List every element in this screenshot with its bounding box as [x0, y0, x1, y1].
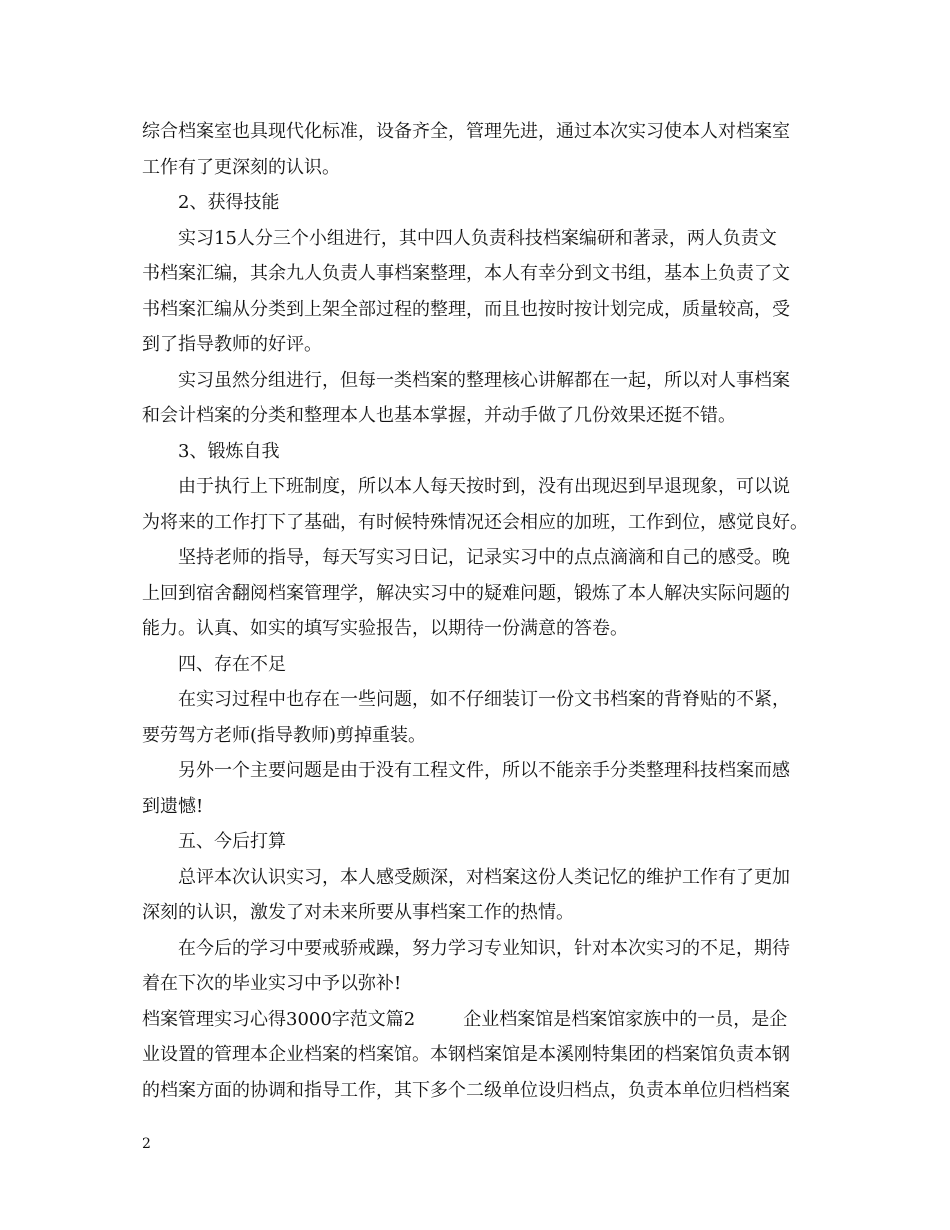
text-line: 深刻的认识，激发了对未来所要从事档案工作的热情。	[142, 902, 574, 923]
page-number: 2	[142, 1136, 151, 1152]
text-line: 实习虽然分组进行，但每一类档案的整理核心讲解都在一起，所以对人事档案	[178, 369, 790, 391]
text-line: 上回到宿舍翻阅档案管理学，解决实习中的疑难问题，锻炼了本人解决实际问题的	[142, 582, 790, 604]
text-line: 业设置的管理本企业档案的档案馆。本钢档案馆是本溪刚特集团的档案馆负责本钢	[142, 1044, 790, 1065]
section-heading: 2、获得技能	[178, 192, 280, 213]
text-line: 由于执行上下班制度，所以本人每天按时到，没有出现迟到早退现象，可以说	[178, 476, 790, 497]
text-line: 书档案汇编，其余九人负责人事档案整理，本人有幸分到文书组，基本上负责了文	[142, 263, 790, 284]
text-line: 的档案方面的协调和指导工作，其下多个二级单位设归档点，负责本单位归档档案	[142, 1079, 790, 1101]
text-line: 另外一个主要问题是由于没有工程文件，所以不能亲手分类整理科技档案而感	[178, 760, 790, 781]
text-line: 工作有了更深刻的认识。	[142, 156, 340, 178]
document-body	[142, 114, 812, 1108]
text-line: 到了指导教师的好评。	[142, 334, 322, 355]
article-lead-text: 企业档案馆是档案馆家族中的一员，是企	[463, 1008, 788, 1030]
section-heading: 四、存在不足	[178, 653, 286, 675]
section-heading: 五、今后打算	[178, 831, 286, 852]
text-line: 和会计档案的分类和整理本人也基本掌握，并动手做了几份效果还挺不错。	[142, 405, 736, 426]
text-line: 到遗憾!	[142, 795, 204, 817]
text-line: 要劳驾方老师(指导教师)剪掉重装。	[142, 724, 427, 746]
text-line: 能力。认真、如实的填写实验报告，以期待一份满意的答卷。	[142, 618, 628, 639]
article-title: 档案管理实习心得3000字范文篇2	[142, 1008, 416, 1030]
section-heading: 3、锻炼自我	[178, 440, 280, 462]
text-line: 为将来的工作打下了基础，有时候特殊情况还会相应的加班，工作到位，感觉良好。	[142, 511, 808, 533]
text-line: 着在下次的毕业实习中予以弥补!	[142, 973, 402, 994]
text-line: 实习15人分三个小组进行，其中四人负责科技档案编研和著录，两人负责文	[178, 227, 777, 249]
text-line: 在今后的学习中要戒骄戒躁，努力学习专业知识，针对本次实习的不足，期待	[178, 937, 790, 959]
article-heading-line	[142, 1002, 812, 1038]
text-line: 书档案汇编从分类到上架全部过程的整理，而且也按时按计划完成，质量较高，受	[142, 298, 790, 320]
text-line: 总评本次认识实习，本人感受颇深，对档案这份人类记忆的维护工作有了更加	[178, 866, 790, 888]
text-line: 在实习过程中也存在一些问题，如不仔细装订一份文书档案的背脊贴的不紧，	[178, 689, 790, 710]
text-line: 综合档案室也具现代化标准，设备齐全，管理先进，通过本次实习使本人对档案室	[142, 121, 790, 142]
text-line: 坚持老师的指导，每天写实习日记，记录实习中的点点滴滴和自己的感受。晚	[178, 547, 790, 568]
